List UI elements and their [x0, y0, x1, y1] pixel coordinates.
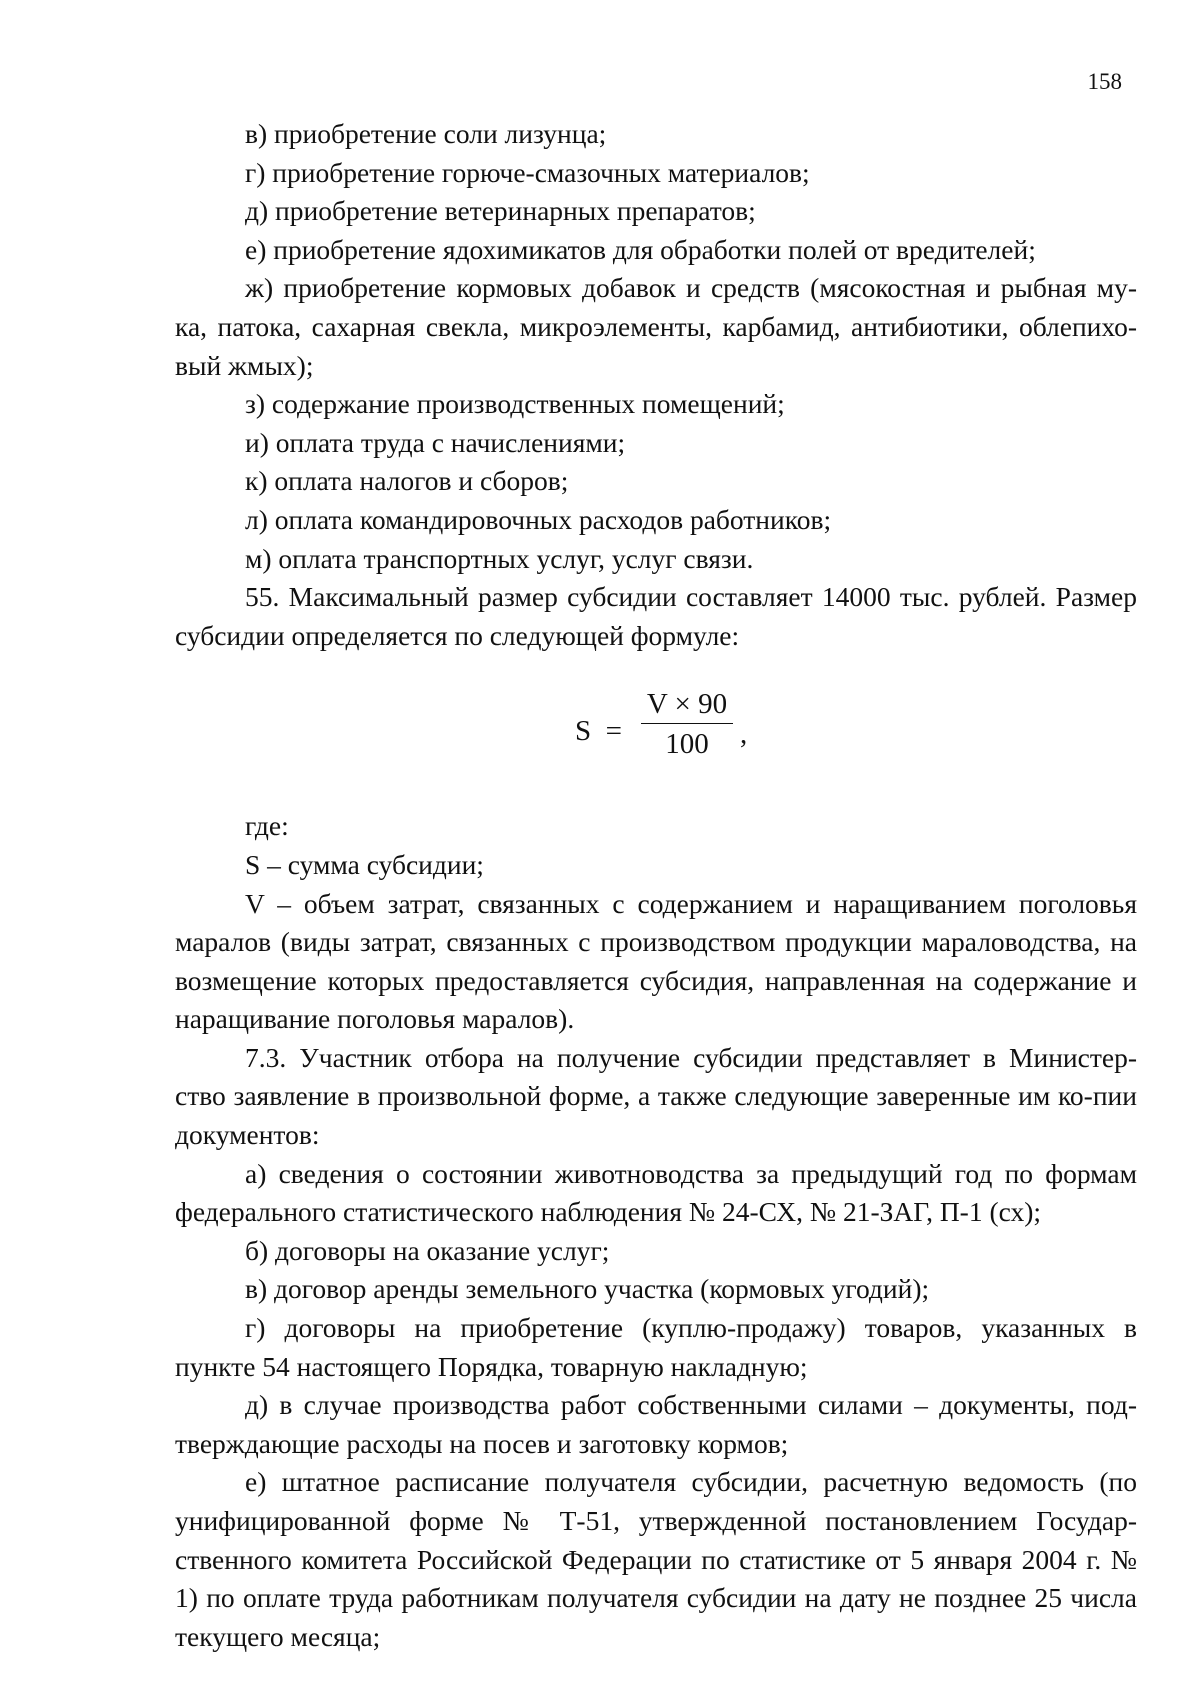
document-body [175, 115, 1137, 1656]
doc-item-v: в) договор аренды земельного участка (кормовых угодий); [245, 1273, 930, 1305]
definition-s: S – сумма субсидии; [245, 848, 484, 880]
doc-item-e: е) штатное расписание получателя субсидии, расчетную ведомость (по унифицированной форме № Т-51, утвержденной постановлением Государ-ственного комитета Российской Федерации по статистике от 5 января 2004 г. № 1) по оплате труда работникам получателя субсидии на дату не позднее 25 числа текущего месяца; [175, 1466, 1137, 1652]
formula-lhs [575, 712, 622, 751]
list-item-z: з) содержание производственных помещений; [245, 388, 785, 420]
formula-trailing-comma: , [740, 718, 748, 751]
list-item-e: е) приобретение ядохимикатов для обработки полей от вредителей; [245, 233, 1036, 265]
formula-equals: = [605, 715, 622, 748]
list-item-l: л) оплата командировочных расходов работников; [245, 503, 832, 535]
list-item-g: г) приобретение горюче-смазочных материалов; [245, 156, 810, 188]
where-label: где: [245, 810, 289, 842]
doc-item-d: д) в случае производства работ собственными силами – документы, под-тверждающие расходы на посев и заготовку кормов; [175, 1389, 1137, 1459]
formula-fraction [641, 687, 733, 762]
formula-denominator: 100 [665, 728, 709, 761]
definition-v: V – объем затрат, связанных с содержанием и наращиванием поголовья маралов (виды затрат, связанных с производством продукции мараловодства, на возмещение которых предоставляется субсидия, направленная на содержание и наращивание поголовья маралов). [175, 887, 1137, 1035]
list-item-v: в) приобретение соли лизунца; [245, 118, 607, 149]
list-item-zh: ж) приобретение кормовых добавок и средств (мясокостная и рыбная му-ка, патока, сахарная свекла, микроэлементы, карбамид, антибиотики, облепихо-вый жмых); [175, 272, 1137, 381]
list-item-m: м) оплата транспортных услуг, услуг связи. [245, 542, 754, 574]
list-item-i: и) оплата труда с начислениями; [245, 426, 626, 458]
formula-numerator: V × 90 [641, 687, 733, 724]
list-item-d: д) приобретение ветеринарных препаратов; [245, 195, 756, 227]
doc-item-a: а) сведения о состоянии животноводства за предыдущий год по формам федерального статистического наблюдения № 24-СХ, № 21-ЗАГ, П-1 (сх); [175, 1157, 1137, 1228]
doc-item-g: г) договоры на приобретение (куплю-продажу) товаров, указанных в пункте 54 настоящего Порядка, товарную накладную; [175, 1312, 1137, 1382]
subsidy-formula [175, 655, 1137, 807]
list-item-k: к) оплата налогов и сборов; [245, 465, 569, 497]
paragraph-55: 55. Максимальный размер субсидии составляет 14000 тыс. рублей. Размер субсидии определяется по следующей формуле: [175, 581, 1137, 651]
page-number: 158 [1087, 69, 1122, 94]
formula-variable-s: S [575, 715, 592, 748]
paragraph-7-3: 7.3. Участник отбора на получение субсидии представляет в Министер-ство заявление в произвольной форме, а также следующие заверенные им ко-пии документов: [175, 1041, 1137, 1151]
doc-item-b: б) договоры на оказание услуг; [245, 1234, 610, 1266]
